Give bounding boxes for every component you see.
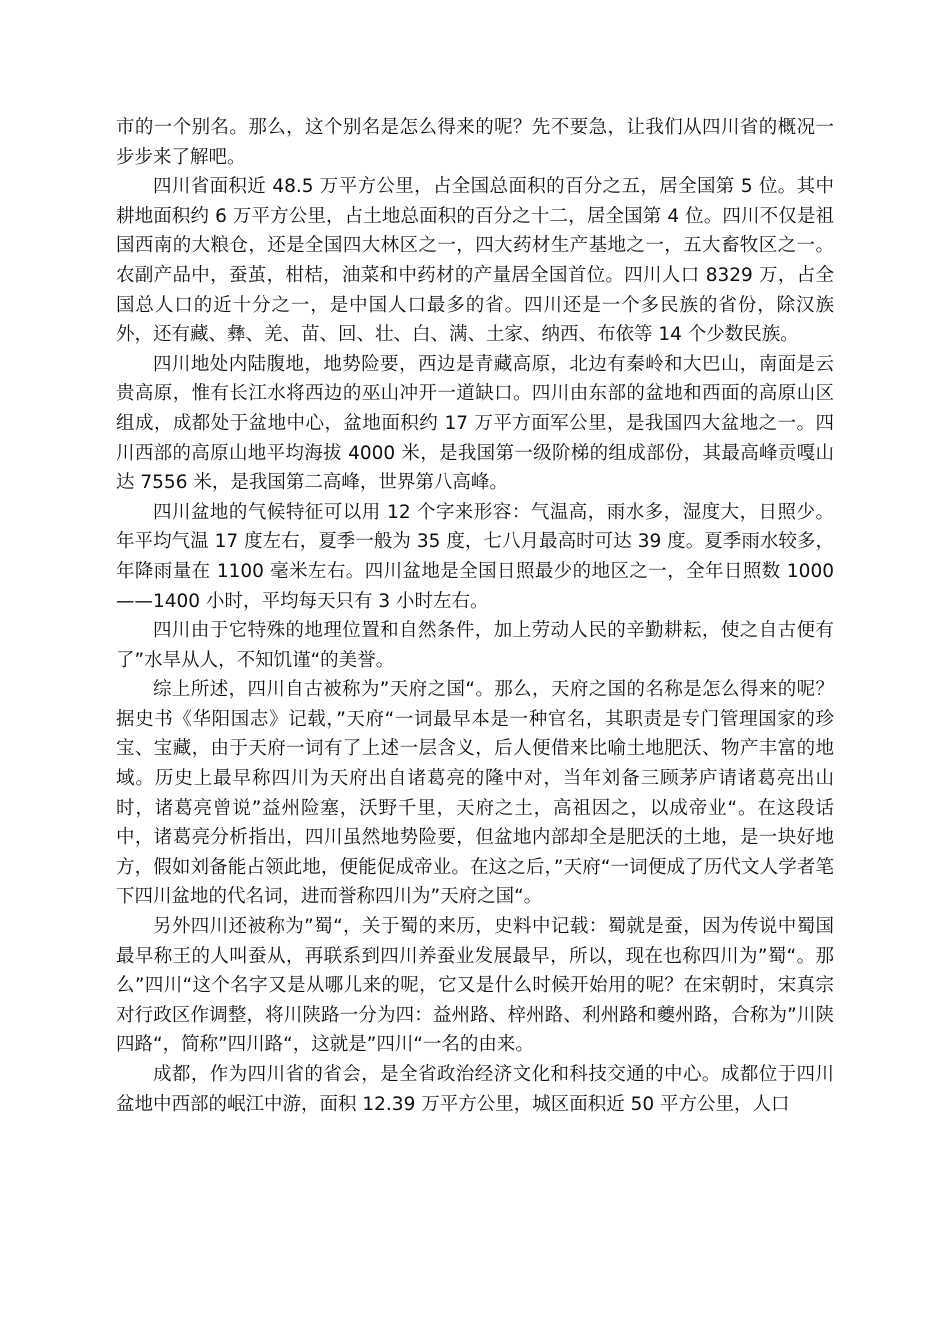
paragraph-shu-sichuan-name: 另外四川还被称为”蜀“，关于蜀的来历，史料中记载：蜀就是蚕，因为传说中蜀国最早称王的人叫蚕从，再联系到四川养蚕业发展最早，所以，现在也称四川为”蜀“。那么”四川“这个名字又是从哪儿来的呢，它又是什么时候开始用的呢？在宋朝时，宋真宗对行政区作调整，将川陕路一分为四：益州路、梓州路、利州路和夔州路，合称为”川陕四路“，简称”四川路“，这就是”四川“一名的由来。: [116, 916, 834, 1056]
paragraph-geography: 四川地处内陆腹地，地势险要，西边是青藏高原，北边有秦岭和大巴山，南面是云贵高原，惟有长江水将西边的巫山冲开一道缺口。四川由东部的盆地和西面的高原山区组成，成都处于盆地中心，盆地面积约 17 万平方面军公里，是我国四大盆地之一。四川西部的高原山地平均海拔 4000 米，是我国第一级阶梯的组成部份，其最高峰贡嘎山达 7556 米，是我国第二高峰，世界第八高峰。: [116, 353, 834, 494]
paragraph-tianfu-origin: 综上所述，四川自古被称为”天府之国“。那么，天府之国的名称是怎么得来的呢？据史书《华阳国志》记载，”天府“一词最早本是一种官名，其职责是专门管理国家的珍宝、宝藏，由于天府一词有了上述一层含义，后人便借来比喻土地肥沃、物产丰富的地域。历史上最早称四川为天府出自诸葛亮的隆中对，当年刘备三顾茅庐请诸葛亮出山时，诸葛亮曾说”益州险塞，沃野千里，天府之土，高祖因之，以成帝业“。在这段话中，诸葛亮分析指出，四川虽然地势险要，但盆地内部却全是肥沃的土地，是一块好地方，假如刘备能占领此地，便能促成帝业。在这之后，”天府“一词便成了历代文人学者笔下四川盆地的代名词，进而誉称四川为”天府之国“。: [116, 679, 834, 908]
paragraph-intro-continuation: 市的一个别名。那么，这个别名是怎么得来的呢？先不要急，让我们从四川省的概况一步步来了解吧。: [116, 117, 834, 168]
paragraph-climate: 四川盆地的气候特征可以用 12 个字来形容：气温高，雨水多，湿度大，日照少。年平均气温 17 度左右，夏季一般为 35 度，七八月最高时可达 39 度。夏季雨水较多，年降雨量在 1100 毫米左右。四川盆地是全国日照最少的地区之一，全年日照数 1000——1400 小时，平均每天只有 3 小时左右。: [116, 501, 834, 612]
paragraph-area-population: 四川省面积近 48.5 万平方公里，占全国总面积的百分之五，居全国第 5 位。其中耕地面积约 6 万平方公里，占土地总面积的百分之十二，居全国第 4 位。四川不仅是祖国西南的大粮仓，还是全国四大林区之一，四大药材生产基地之一，五大畜牧区之一。农副产品中，蚕茧，柑桔，油菜和中药材的产量居全国首位。四川人口 8329 万，占全国总人口的近十分之一，是中国人口最多的省。四川还是一个多民族的省份，除汉族外，还有藏、彝、羌、苗、回、壮、白、满、土家、纳西、布依等 14 个少数民族。: [116, 176, 834, 346]
paragraph-chengdu: 成都，作为四川省的省会，是全省政治经济文化和科技交通的中心。成都位于四川盆地中西部的岷江中游，面积 12.39 万平方公里，城区面积近 50 平方公里，人口: [116, 1064, 834, 1115]
paragraph-reputation: 四川由于它特殊的地理位置和自然条件，加上劳动人民的辛勤耕耘，使之自古便有了”水旱从人，不知饥谨“的美誉。: [116, 620, 834, 671]
article-body: [116, 113, 834, 1119]
